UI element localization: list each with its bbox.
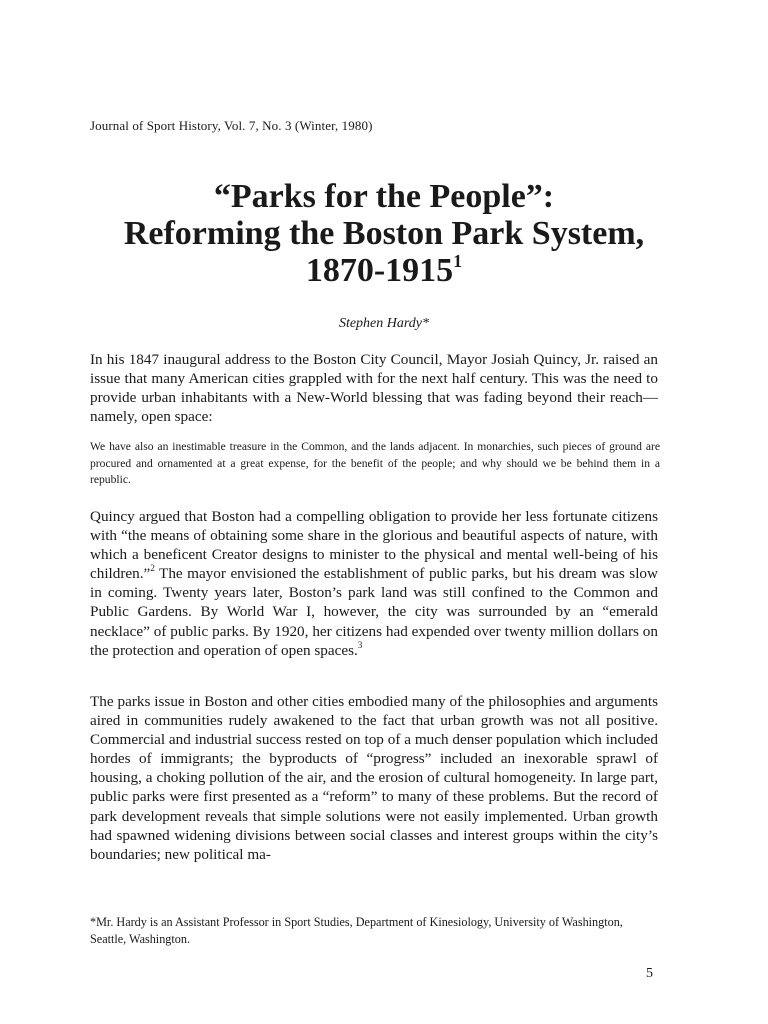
title-line-1: “Parks for the People”: xyxy=(213,178,555,215)
footnote-marker-2: 2 xyxy=(150,563,155,574)
author-footnote: *Mr. Hardy is an Assistant Professor in Sport Studies, Department of Kinesiology, University of Washington, Seattle, Washington. xyxy=(90,915,623,946)
author-name: Stephen Hardy* xyxy=(338,316,430,331)
journal-citation: Journal of Sport History, Vol. 7, No. 3 (Winter, 1980) xyxy=(90,118,373,133)
paragraph-3: The parks issue in Boston and other cities embodied many of the philosophies and arguments aired in communities rudely awakened to the fact that urban growth was not all positive. Commercial and industrial success rested on top of a much denser population which included hordes of immigrants; the byproducts of “progress” included an inexorable sprawl of housing, a choking pollution of the air, and the erosion of cultural homogeneity. In large part, public parks were first presented as a “reform” to many of these problems. But the record of park development reveals that simple solutions were not easily implemented. Urban growth had spawned widening divisions between social classes and interest groups within the city’s boundaries; new political ma- xyxy=(90,693,658,863)
paragraph-2-part-2: The mayor envisioned the establishment of public parks, but his dream was slow in coming. Twenty years later, Boston’s park land was still confined to the Common and Public Gardens. By World War I, however, the city was surrounded by an “emerald necklace” of public parks. By 1920, her citizens had expended over twenty million dollars on the protection and operation of open spaces. xyxy=(90,565,658,659)
paragraph-2 xyxy=(90,507,658,660)
paragraph-1: In his 1847 inaugural address to the Boston City Council, Mayor Josiah Quincy, Jr. raised an issue that many American cities grappled with for the next half century. This was the need to provide urban inhabitants with a New-World blessing that was fading beyond their reach—namely, open space: xyxy=(90,351,658,426)
paragraph-2-part-1: Quincy argued that Boston had a compelling obligation to provide her less fortunate citizens with “the means of obtaining some share in the glorious and beautiful aspects of nature, with which a beneficent Creator designs to minister to the physical and mental well-being of his children.” xyxy=(90,508,658,583)
footnote-marker-3: 3 xyxy=(357,639,363,650)
page-number: 5 xyxy=(646,966,653,981)
title-years: 1870-1915 xyxy=(305,252,454,289)
title-footnote-marker: 1 xyxy=(453,251,463,271)
title-line-3 xyxy=(60,252,708,289)
block-quote: We have also an inestimable treasure in the Common, and the lands adjacent. In monarchies, such pieces of ground are procured and ornamented at a great expense, for the benefit of the people; and why should we be behind them in a republic. xyxy=(90,440,660,486)
title-line-2: Reforming the Boston Park System, xyxy=(123,215,645,252)
article-title xyxy=(60,178,708,289)
